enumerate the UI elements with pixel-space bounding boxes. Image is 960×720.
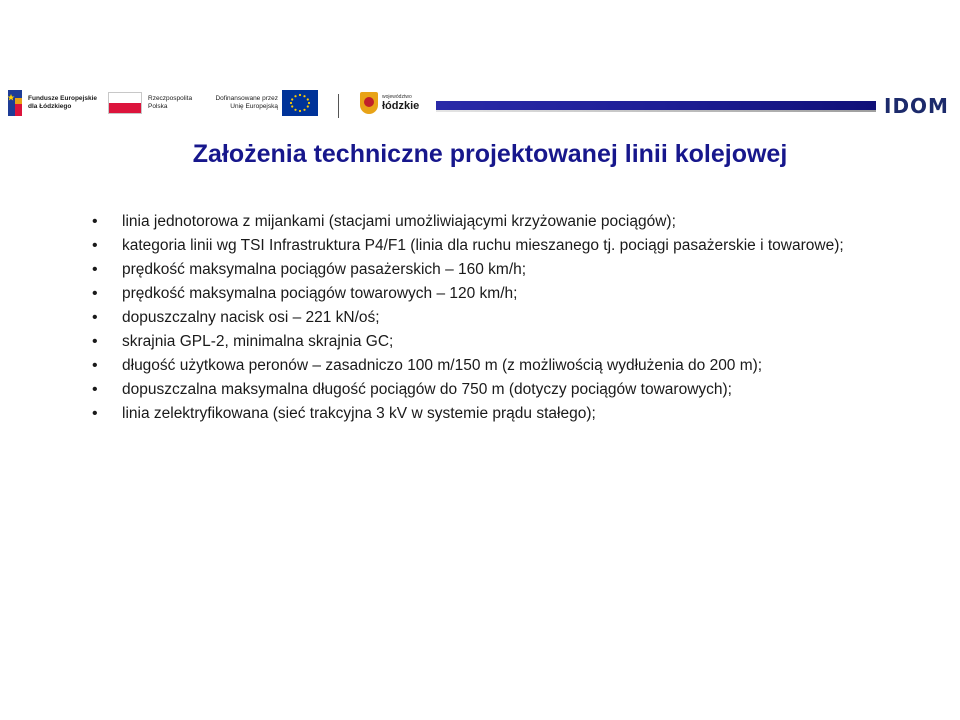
list-item: • długość użytkowa peronów – zasadniczo 100 m/150 m (z możliwością wydłużenia do 200 m); [92, 354, 852, 378]
list-item: • dopuszczalna maksymalna długość pociągów do 750 m (dotyczy pociągów towarowych); [92, 378, 852, 402]
technical-assumptions-list [92, 210, 852, 426]
fundusze-europejskie-logo [6, 88, 103, 118]
page-title: Założenia techniczne projektowanej linii kolejowej [192, 140, 788, 168]
pl-logo-text: Rzeczpospolita Polska [148, 95, 193, 110]
header-accent-bar [436, 101, 876, 110]
list-item: • linia zelektryfikowana (sieć trakcyjna 3 kV w systemie prądu stałego); [92, 402, 852, 426]
lodzkie-crest-icon [360, 92, 378, 114]
header-bar [0, 84, 960, 124]
rzeczpospolita-logo [108, 92, 198, 114]
lodz-big-text: łódzkie [382, 100, 420, 112]
list-item: • prędkość maksymalna pociągów pasażerskich – 160 km/h; [92, 258, 852, 282]
eu-logo-text: Dofinansowane przez Unię Europejską [215, 95, 278, 110]
lodzkie-logo [360, 92, 419, 114]
idom-logo: IDOM [884, 94, 949, 118]
eu-flag-icon [282, 90, 318, 116]
lodz-small-text: województwo [382, 94, 412, 100]
list-item: • prędkość maksymalna pociągów towarowych – 120 km/h; [92, 282, 852, 306]
list-item: • kategoria linii wg TSI Infrastruktura P4/F1 (linia dla ruchu mieszanego tj. pociągi pasażerskie i towarowe); [92, 234, 852, 258]
list-item: • skrajnia GPL-2, minimalna skrajnia GC; [92, 330, 852, 354]
list-item: • linia jednotorowa z mijankami (stacjami umożliwiającymi krzyżowanie pociągów); [92, 210, 852, 234]
fe-star-icon [6, 88, 24, 118]
logo-separator [338, 94, 339, 118]
list-item: • dopuszczalny nacisk osi – 221 kN/oś; [92, 306, 852, 330]
poland-flag-icon [108, 92, 142, 114]
eu-logo [206, 90, 318, 116]
fe-logo-text: Fundusze Europejskie dla Łódzkiego [28, 95, 97, 110]
